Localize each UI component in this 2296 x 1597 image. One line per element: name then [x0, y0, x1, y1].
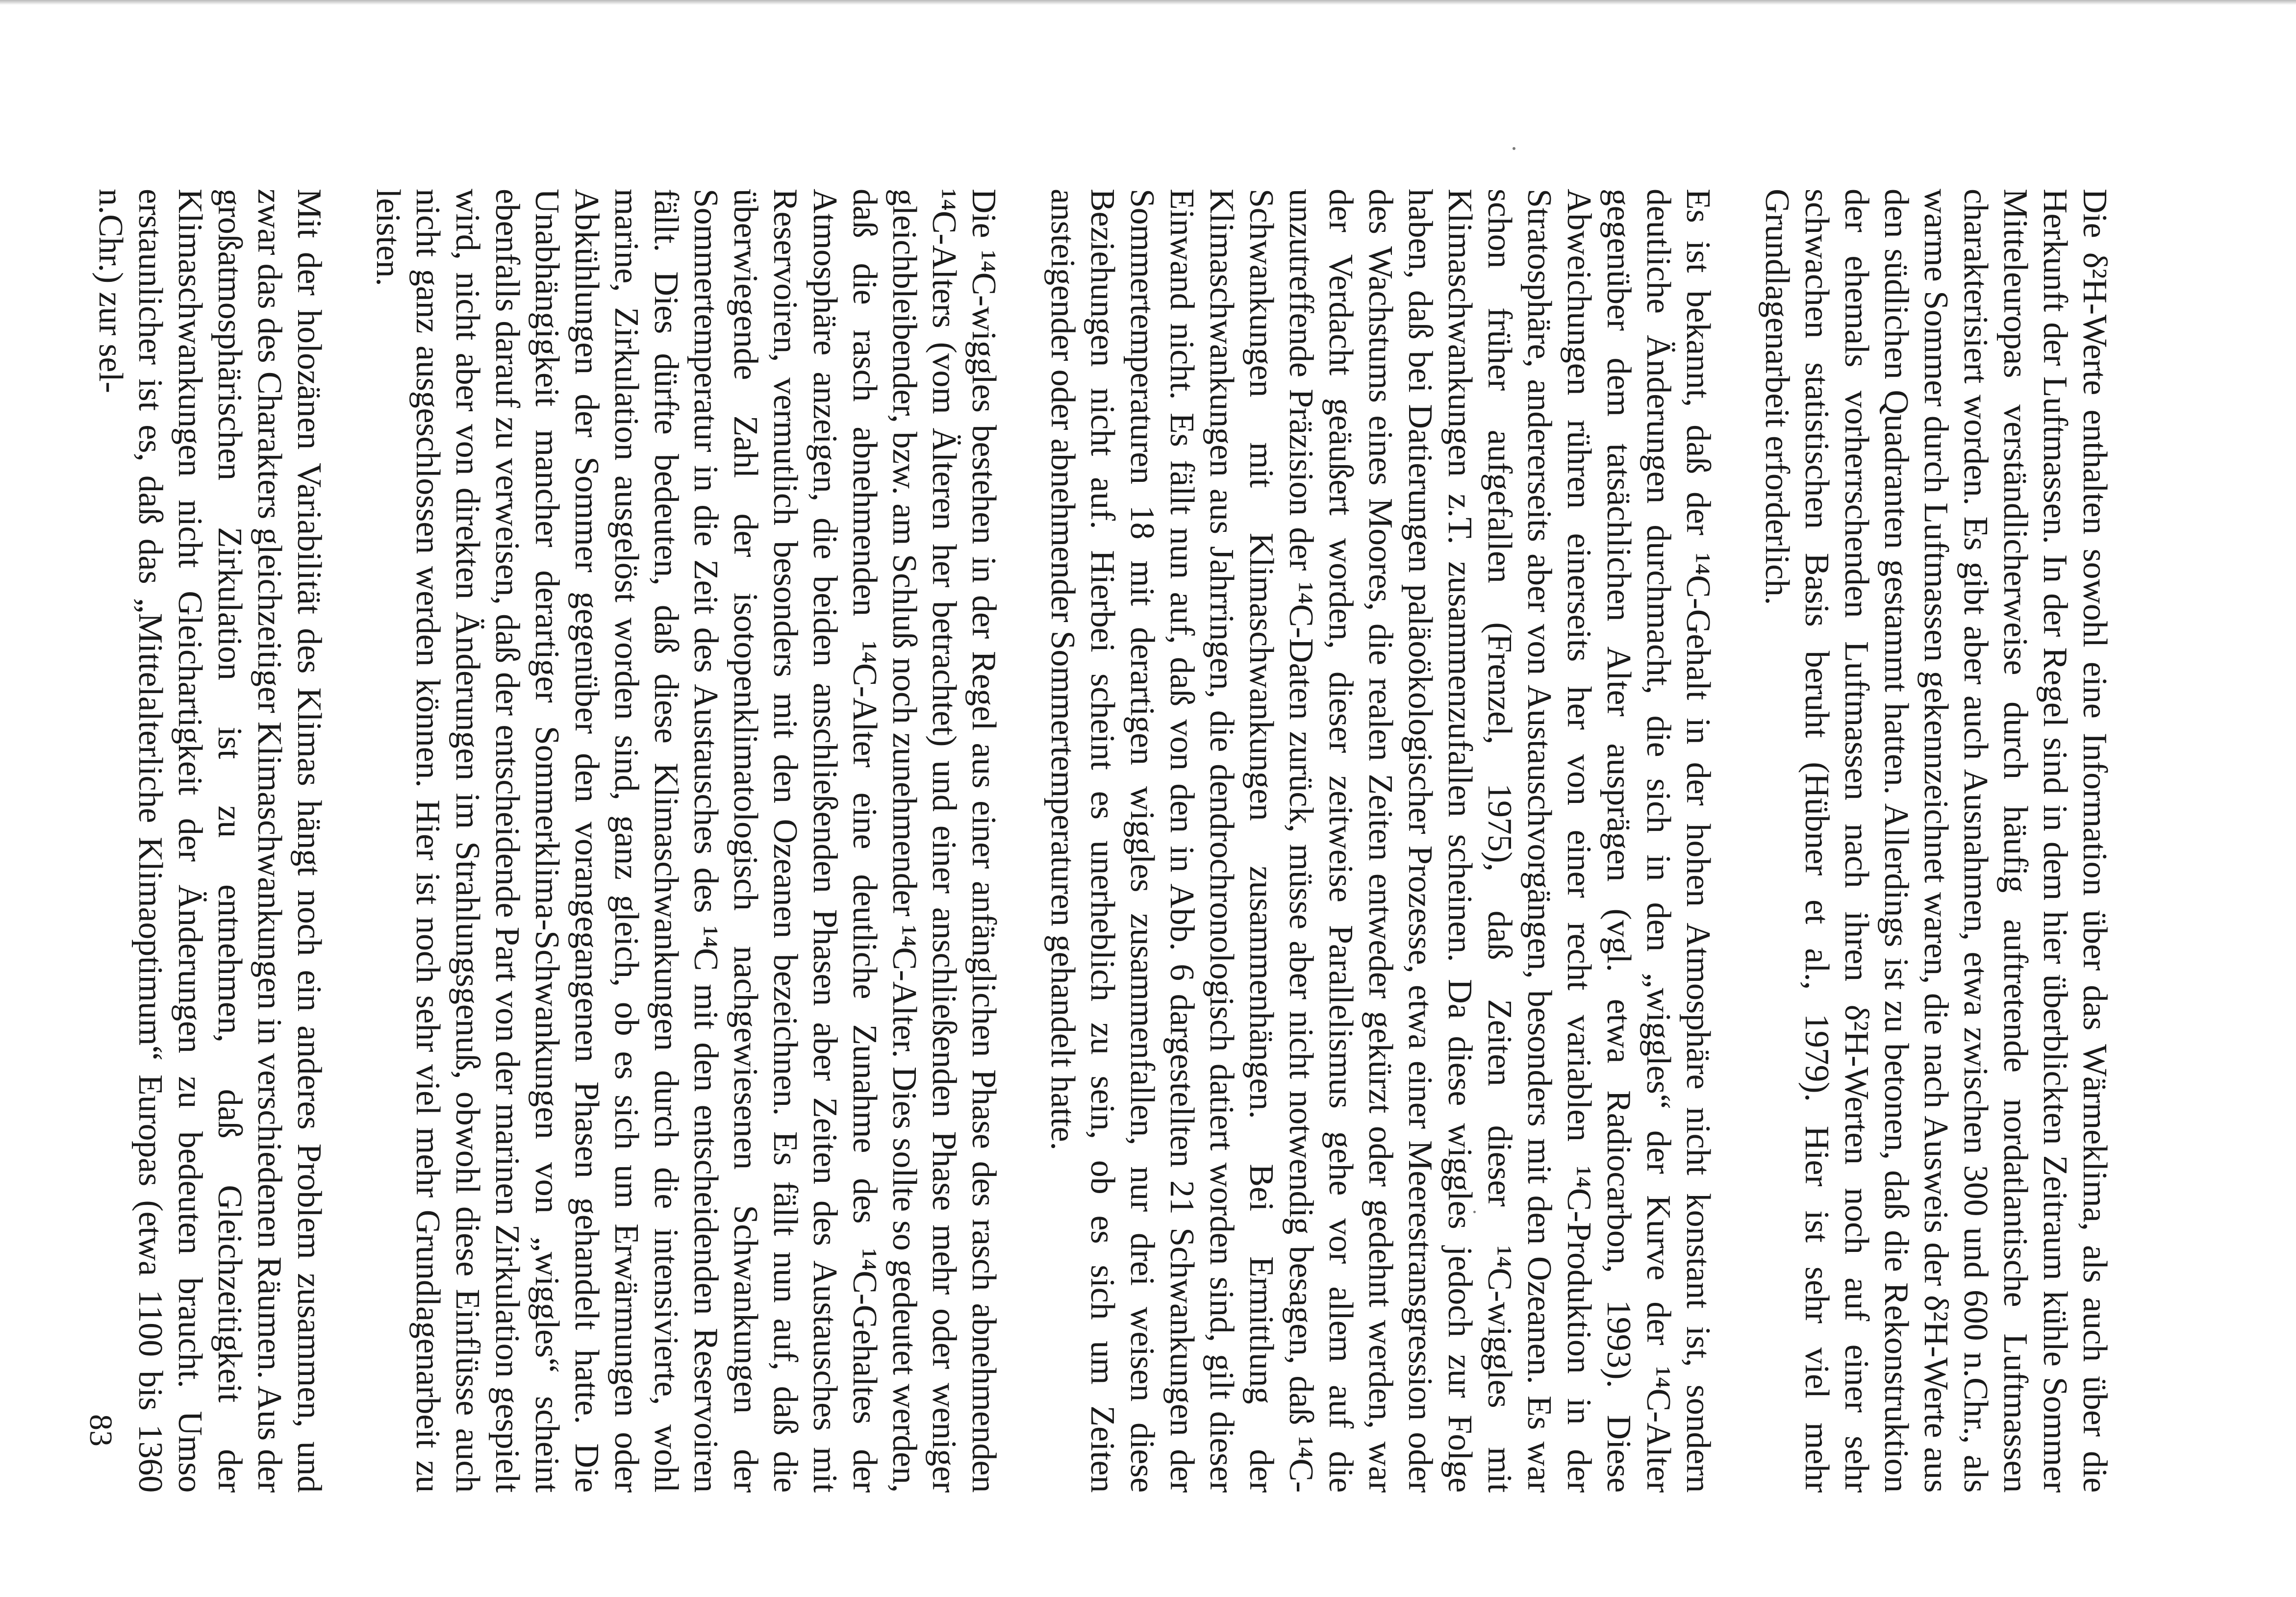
- paragraph-deuterium: Die δ²H-Werte enthalten sowohl eine Information über das Wärmeklima, als auch über die Herkunft der Luftmassen. In der Regel sind in dem hier überblickten Zeitraum kühle Sommer Mitteleuropas verständlicherweise durch häufig auftretende nordatlantische Luftmassen charakterisiert worden. Es gibt aber auch Ausnahmen, etwa zwischen 300 und 600 n.Chr., als warme Sommer durch Luftmassen gekennzeichnet waren, die nach Ausweis der δ²H-Werte aus den südlichen Quadranten gestammt hatten. Allerdings ist zu betonen, daß die Rekonstruktion der ehemals vorherrschenden Luftmassen nach ihren δ²H-Werten noch auf einer sehr schwachen statistischen Basis beruht (Hübner et al., 1979). Hier ist sehr viel mehr Grundlagenarbeit erforderlich.: [1758, 189, 2114, 1493]
- paragraph-holocene-variability: Mit der holozänen Variabilität des Klimas hängt noch ein anderes Problem zusammen, und zwar das des Charakters gleichzeitiger Klimaschwankungen in verschiedenen Räumen. Aus der großatmosphärischen Zirkulation ist zu entnehmen, daß Gleichzeitigkeit der Klimaschwankungen nicht Gleichartigkeit der Änderungen zu bedeuten braucht. Umso erstaunlicher ist es, daß das „Mittelalterliche Klimaoptimum“ Europas (etwa 1100 bis 1360 n.Chr.) zur sel-: [92, 189, 328, 1493]
- paragraph-c14-wiggles: Die ¹⁴C-wiggles bestehen in der Regel aus einer anfänglichen Phase des rasch abnehmenden ¹⁴C-Alters (vom Älteren her betrachtet) und einer anschließenden Phase mehr oder weniger gleichbleibender, bzw. am Schluß noch zunehmender ¹⁴C-Alter. Dies sollte so gedeutet werden, daß die rasch abnehmenden ¹⁴C-Alter eine deutliche Zunahme des ¹⁴C-Gehaltes der Atmosphäre anzeigen, die beiden anschließenden Phasen aber Zeiten des Austausches mit Reservoiren, vermutlich besonders mit den Ozeanen bezeichnen. Es fällt nun auf, daß die überwiegende Zahl der isotopenklimatologisch nachgewiesenen Schwankungen der Sommertemperatur in die Zeit des Austausches des ¹⁴C mit den entscheidenden Reservoiren fällt. Dies dürfte bedeuten, daß diese Klimaschwankungen durch die intensivierte, wohl marine, Zirkulation ausgelöst worden sind, ganz gleich, ob es sich um Erwärmungen oder Abkühlungen der Sommer gegenüber den vorangegangenen Phasen gehandelt hatte. Die Unabhängigkeit mancher derartiger Sommerklima-Schwankungen von „wiggles“ scheint ebenfalls darauf zu verweisen, daß der entscheidende Part von der marinen Zirkulation gespielt wird, nicht aber von direkten Änderungen im Strahlungsgenuß, obwohl diese Einflüsse auch nicht ganz ausgeschlossen werden können. Hier ist noch sehr viel mehr Grundlagenarbeit zu leisten.: [369, 189, 1003, 1493]
- page-number: 83: [83, 1414, 119, 1447]
- paragraph-c14-content: Es ist bekannt, daß der ¹⁴C-Gehalt in der hohen Atmosphäre nicht konstant ist, sondern deutliche Änderungen durchmacht, die sich in den „wiggles“ der Kurve der ¹⁴C-Alter gegenüber dem tatsächlichen Alter ausprägen (vgl. etwa Radiocarbon, 1993). Diese Abweichungen rühren einerseits her von einer recht variablen ¹⁴C-Produktion in der Stratosphäre, andererseits aber von Austauschvorgängen, besonders mit den Ozeanen. Es war schon früher aufgefallen (Frenzel, 1975), daß Zeiten dieser ¹⁴C-wiggles mit Klimaschwankungen z.T. zusammenzufallen scheinen. Da diese wiggles jedoch zur Folge haben, daß bei Datierungen paläoökologischer Prozesse, etwa einer Meerestransgression oder des Wachstums eines Moores, die realen Zeiten entweder gekürzt oder gedehnt werden, war der Verdacht geäußert worden, dieser zeitweise Parallelismus gehe vor allem auf die unzutreffende Präzision der ¹⁴C-Daten zurück, müsse aber nicht notwendig besagen, daß ¹⁴C-Schwankungen mit Klimaschwankungen zusammenhängen. Bei Ermittlung der Klimaschwankungen aus Jahrringen, die dendrochronologisch datiert worden sind, gilt dieser Einwand nicht. Es fällt nun auf, daß von den in Abb. 6 dargestellten 21 Schwankungen der Sommertemperaturen 18 mit derartigen wiggles zusammenfallen, nur drei weisen diese Beziehungen nicht auf. Hierbei scheint es unerheblich zu sein, ob es sich um Zeiten ansteigender oder abnehmender Sommertemperaturen gehandelt hatte.: [1044, 189, 1717, 1493]
- body-text: [91, 189, 2115, 1493]
